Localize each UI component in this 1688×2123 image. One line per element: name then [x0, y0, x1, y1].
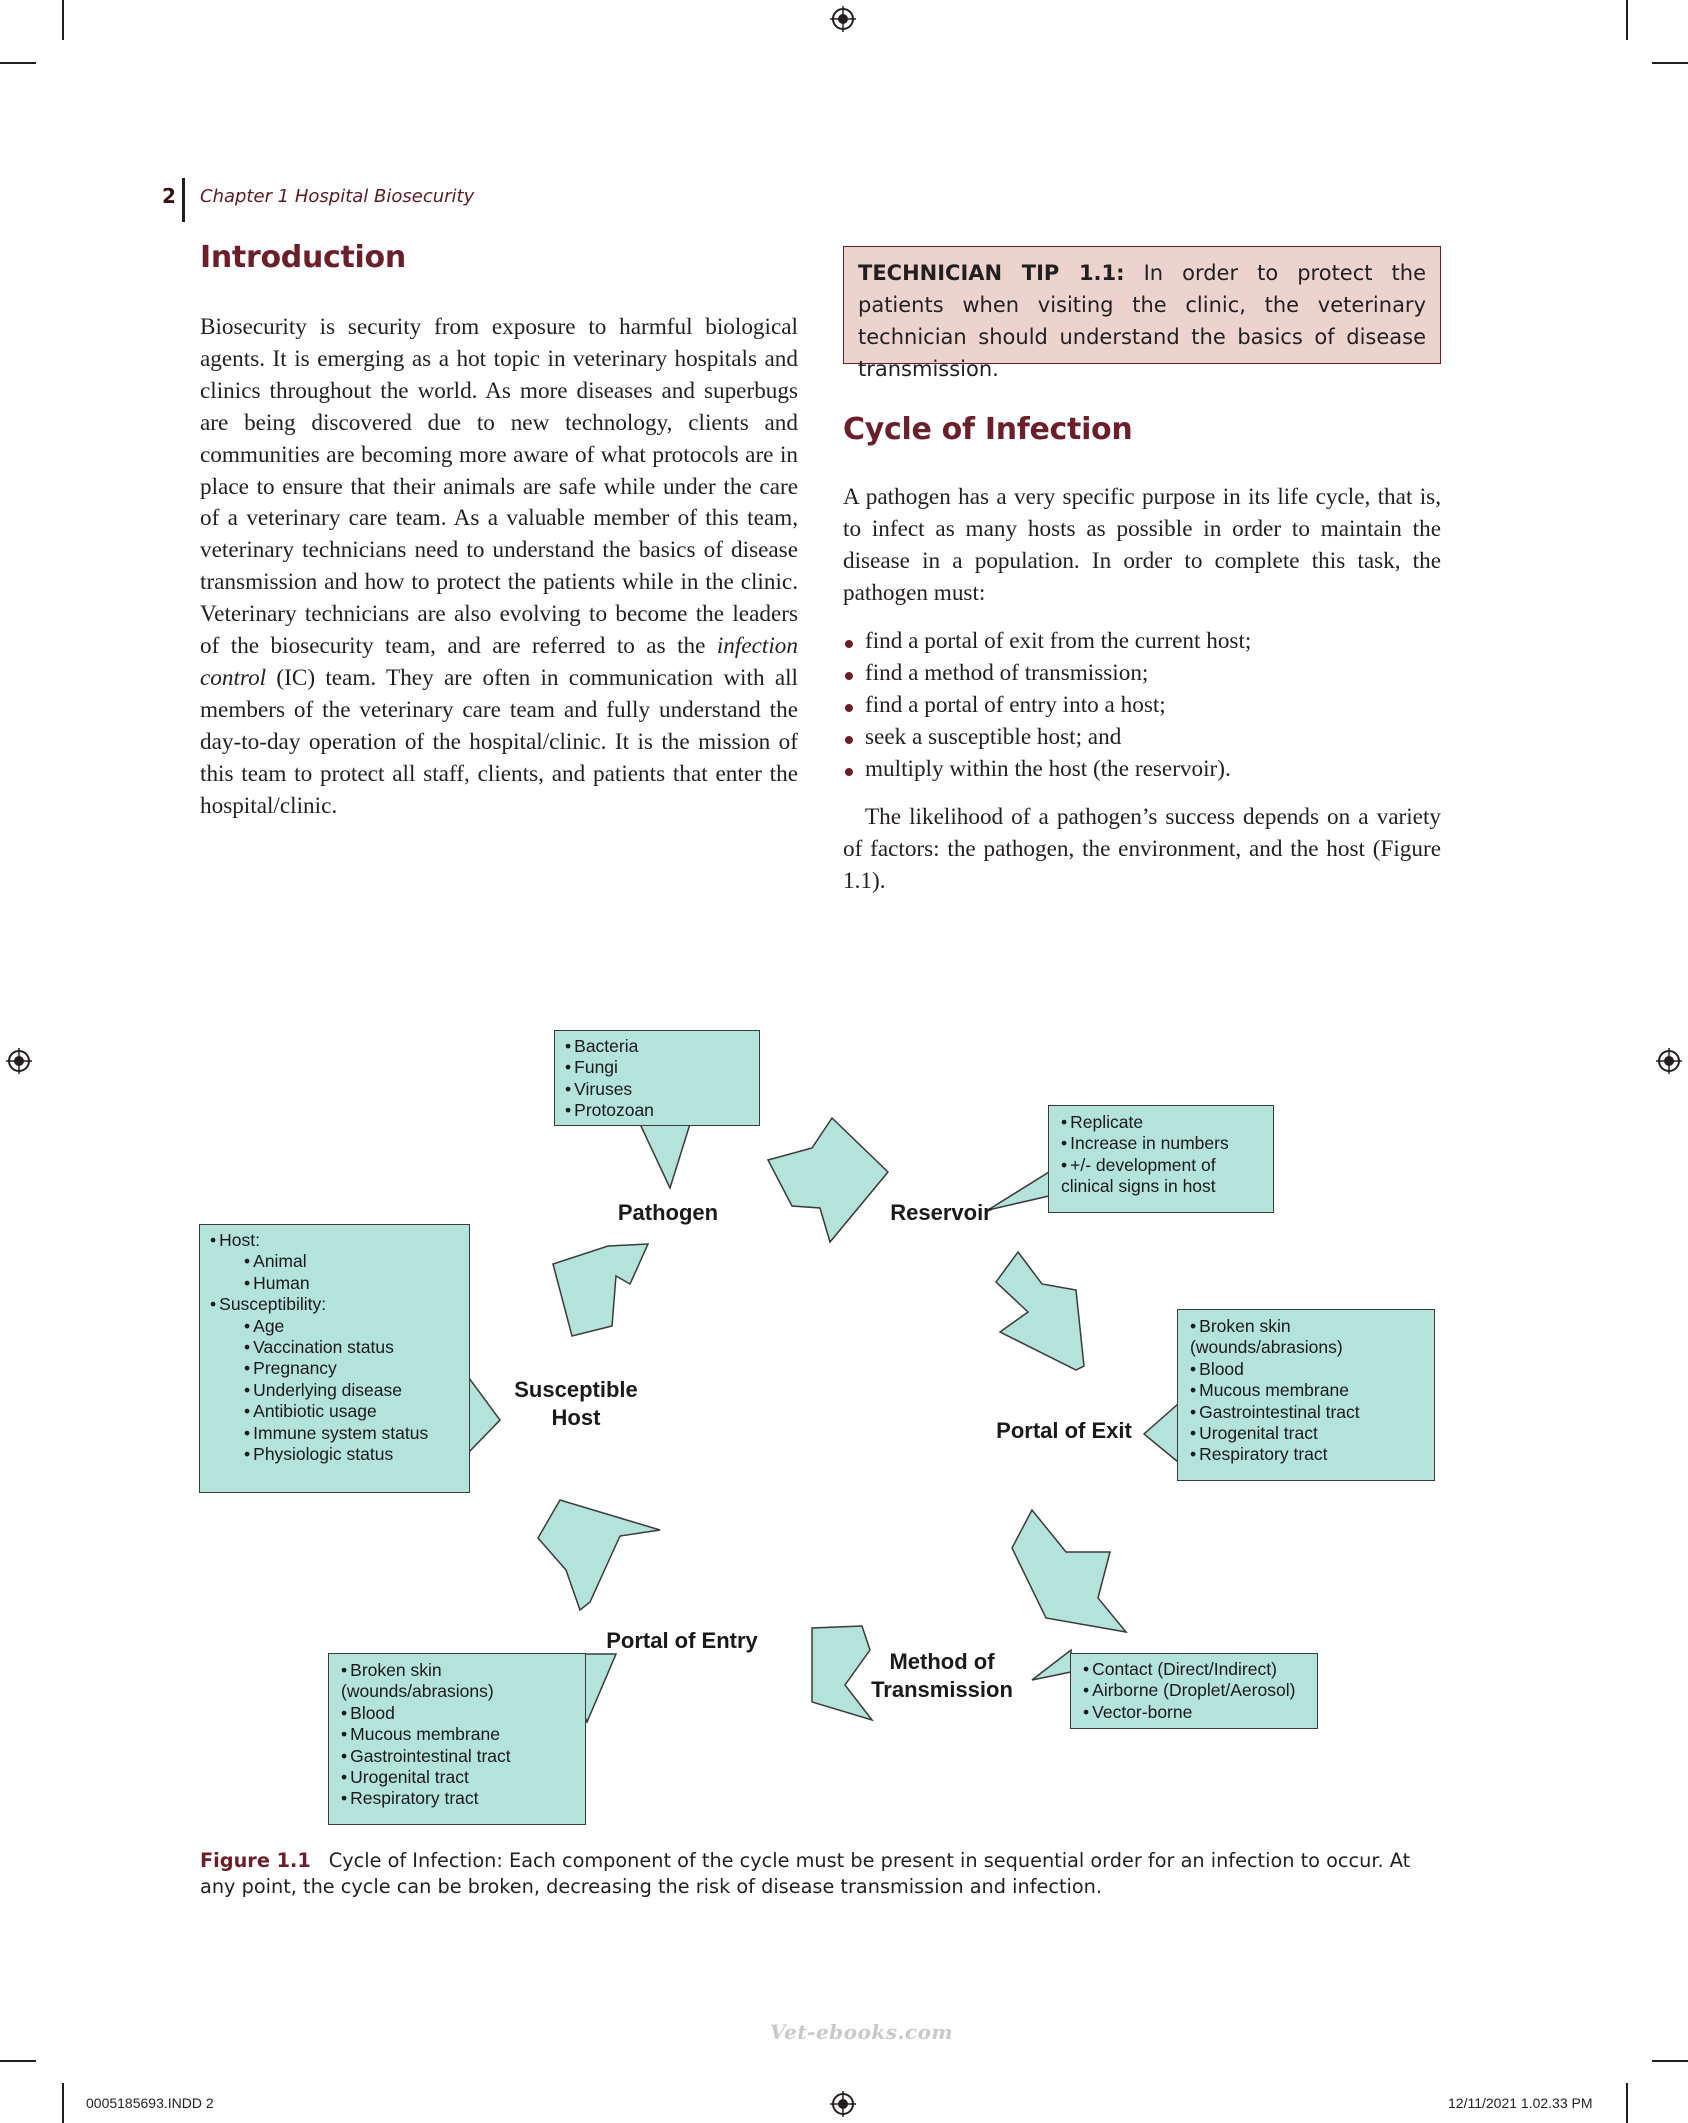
list-item: • Gastrointestinal tract [1190, 1402, 1426, 1423]
technician-tip-label: TECHNICIAN TIP 1.1: [858, 261, 1125, 285]
list-item: clinical signs in host [1061, 1176, 1216, 1197]
node-susceptible-line-1: Susceptible [514, 1377, 638, 1402]
intro-text-part-1: Biosecurity is security from exposure to harmful biological agents. It is emerging as a hot topic in veterinary hospitals and clinics throughout the world. As more diseases and superbugs are being discovered due to new technology, clients and communities are becoming more aware of what protocols are in place to ensure that their animals are safe while under the care of a veterinary care team. As a valuable member of this team, veterinary technicians need to understand the basics of disease transmission and how to protect the patients while in the clinic. Veterinary technicians are also evolving to become the leaders of the biosecurity team, and are referred to as the [200, 314, 798, 660]
arrow-reservoir-to-exit [996, 1252, 1084, 1370]
list-item: • Vaccination status [210, 1337, 461, 1358]
node-method-line-1: Method of [889, 1649, 995, 1674]
slug-date: 12/11/2021 1.02.33 PM [1448, 2095, 1593, 2111]
list-item: • Antibiotic usage [210, 1401, 461, 1422]
technician-tip-text: In order to protect the patients when visiting the clinic, the veterinary technician should understand the basics of disease transmission. [858, 261, 1426, 381]
list-item: find a portal of exit from the current host; [843, 626, 1441, 658]
node-susceptible-host [496, 1376, 656, 1432]
node-portal-of-exit: Portal of Exit [996, 1418, 1132, 1443]
arrow-exit-to-method [1012, 1510, 1126, 1632]
list-item: • Replicate [1061, 1112, 1265, 1133]
method-callout-tail [1032, 1650, 1071, 1680]
list-item: • +/- development of [1061, 1155, 1265, 1176]
portal-of-exit-box [1177, 1309, 1435, 1481]
node-method-of-transmission [862, 1648, 1022, 1704]
list-item: • Animal [210, 1251, 461, 1272]
exit-callout-tail [1144, 1404, 1178, 1462]
cycle-intro-paragraph: A pathogen has a very specific purpose in its life cycle, that is, to infect as many hosts as possible in order to maintain the disease in a population. In order to complete this task, the pathogen must: [843, 484, 1441, 606]
figure-caption [200, 1848, 1443, 1899]
list-item: • Broken skin [1190, 1316, 1426, 1337]
introduction-heading: Introduction [200, 240, 406, 275]
list-item: (wounds/abrasions) [341, 1681, 494, 1702]
chapter-title: Chapter 1 Hospital Biosecurity [200, 186, 475, 207]
list-item: • Age [210, 1316, 461, 1337]
figure-caption-text: Cycle of Infection: Each component of the cycle must be present in sequential order for an infection to occur. At any point, the cycle can be broken, decreasing the risk of disease transmission and infection. [200, 1849, 1411, 1898]
arrow-host-to-pathogen [553, 1244, 648, 1336]
list-item: • Vector-borne [1083, 1702, 1309, 1723]
list-item: • Human [210, 1273, 461, 1294]
page-number: 2 [162, 184, 176, 208]
list-item: • Blood [341, 1703, 577, 1724]
list-item: • Respiratory tract [341, 1788, 577, 1809]
list-item: • Physiologic status [210, 1444, 461, 1465]
intro-text-italic: infection control [200, 633, 798, 691]
list-item: • Respiratory tract [1190, 1444, 1426, 1465]
list-item: • Fungi [565, 1057, 751, 1078]
cycle-heading: Cycle of Infection [843, 412, 1133, 447]
list-item: • Urogenital tract [1190, 1423, 1426, 1444]
list-item: • Bacteria [565, 1036, 751, 1057]
list-item: • Mucous membrane [1190, 1380, 1426, 1401]
intro-text-part-2: (IC) team. They are often in communication with all members of the veterinary care team and fully understand the day-to-day operation of the hospital/clinic. It is the mission of this team to protect all staff, clients, and patients that enter the hospital/clinic. [200, 664, 798, 819]
method-of-transmission-box [1070, 1653, 1318, 1729]
list-item: • Host: [210, 1230, 461, 1251]
list-item: • Underlying disease [210, 1380, 461, 1401]
pathogen-types-box [554, 1030, 760, 1126]
arrow-entry-to-host [538, 1500, 660, 1610]
watermark: Vet-ebooks.com [770, 2020, 954, 2044]
list-item: (wounds/abrasions) [1190, 1337, 1343, 1358]
node-method-line-2: Transmission [871, 1677, 1013, 1702]
figure-label: Figure 1.1 [200, 1849, 311, 1872]
list-item: • Urogenital tract [341, 1767, 577, 1788]
slug-file: 0005185693.INDD 2 [86, 2095, 214, 2111]
list-item: • Protozoan [565, 1100, 751, 1121]
node-reservoir: Reservoir [890, 1200, 992, 1225]
susceptible-host-box [199, 1224, 470, 1493]
node-portal-of-entry: Portal of Entry [606, 1628, 758, 1653]
list-item: • Increase in numbers [1061, 1133, 1265, 1154]
pathogen-callout-tail [640, 1124, 690, 1188]
list-item: • Gastrointestinal tract [341, 1746, 577, 1767]
list-item: • Airborne (Droplet/Aerosol) [1083, 1680, 1309, 1701]
cycle-closing-paragraph: The likelihood of a pathogen’s success depends on a variety of factors: the pathogen, the environment, and the host (Figure 1.1). [843, 804, 1441, 894]
list-item: • Mucous membrane [341, 1724, 577, 1745]
list-item: • Contact (Direct/Indirect) [1083, 1659, 1309, 1680]
reservoir-details-box [1048, 1105, 1274, 1213]
list-item: seek a susceptible host; and [843, 722, 1441, 754]
portal-of-entry-box [328, 1653, 586, 1825]
list-item: • Blood [1190, 1359, 1426, 1380]
node-susceptible-line-2: Host [551, 1405, 601, 1430]
list-item: • Pregnancy [210, 1358, 461, 1379]
arrow-pathogen-to-reservoir [768, 1118, 888, 1242]
list-item: • Immune system status [210, 1423, 461, 1444]
list-item: find a portal of entry into a host; [843, 690, 1441, 722]
list-item: multiply within the host (the reservoir). [843, 754, 1441, 786]
list-item: • Viruses [565, 1079, 751, 1100]
node-pathogen: Pathogen [617, 1200, 719, 1225]
list-item: • Susceptibility: [210, 1294, 461, 1315]
list-item: • Broken skin [341, 1660, 577, 1681]
list-item: find a method of transmission; [843, 658, 1441, 690]
